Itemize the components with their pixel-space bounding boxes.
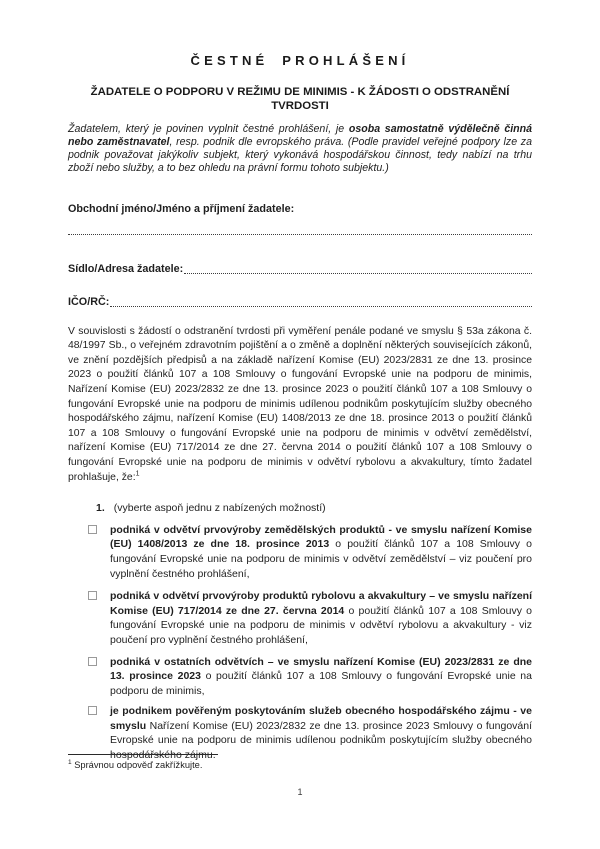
option-other-sectors-text <box>110 655 532 699</box>
intro-text-post: , resp. podnik dle evropského práva. (Podle pravidel veřejné podpory lze za podnik považovat jakýkoliv subjekt, který vykonává hospodářskou činnost, tedy nabízí na trhu zboží nebo služby, a to bez ohledu na právní formu tohoto subjektu.) <box>68 135 532 174</box>
business-name-input-line[interactable] <box>68 234 532 235</box>
business-name-label: Obchodní jméno/Jméno a příjmení žadatele: <box>68 202 295 215</box>
address-label: Sídlo/Adresa žadatele: <box>68 262 184 275</box>
option-other-sectors <box>68 655 532 699</box>
checkbox-other-sectors[interactable] <box>88 657 97 666</box>
document-title: ČESTNÉ PROHLÁŠENÍ <box>190 53 410 68</box>
list-number: 1. <box>96 502 105 515</box>
checkbox-sgei[interactable] <box>88 706 97 715</box>
document-subtitle: ŽADATELE O PODPORU V REŽIMU DE MINIMIS - K ŽÁDOSTI O ODSTRANĚNÍ TVRDOSTI <box>90 86 510 112</box>
list-instruction: (vyberte aspoň jednu z nabízených možností) <box>113 502 326 515</box>
option-sgei-bold: je podnikem pověřeným poskytováním služeb obecného hospodářského zájmu - ve smyslu <box>110 705 532 732</box>
footnote-content: Správnou odpověď zakřížkujte. <box>74 760 203 770</box>
option-fishery <box>68 589 532 647</box>
field-ico-rc <box>68 296 532 309</box>
option-other-sectors-rest: o použití článků 107 a 108 Smlouvy o fungování Evropské unie na podporu de minimis, <box>110 670 532 697</box>
option-fishery-text <box>110 589 532 647</box>
intro-text-bold: osoba samostatně výdělečně činná nebo zaměstnavatel <box>68 123 532 148</box>
option-sgei-rest: Nařízení Komise (EU) 2023/2832 ze dne 13. prosince 2023 Smlouvy o fungování Evropské unie na podporu de minimis udílenou podnikům poskytujícím služby obecného hospodářského zájmu. <box>110 719 532 762</box>
footnote-number: 1 <box>68 758 72 766</box>
ico-rc-label: IČO/RČ: <box>68 295 110 308</box>
intro-text-pre: Žadatelem, který je povinen vyplnit čestné prohlášení, je <box>68 123 349 135</box>
legal-paragraph <box>68 325 532 486</box>
checkbox-agriculture[interactable] <box>88 525 97 534</box>
option-agriculture-text <box>110 523 532 581</box>
footnote-area <box>68 754 532 771</box>
footnote-text <box>68 759 532 771</box>
intro-paragraph <box>68 123 532 175</box>
page-number: 1 <box>297 787 303 797</box>
checkbox-fishery[interactable] <box>88 591 97 600</box>
footnote-divider <box>68 754 218 755</box>
option-agriculture <box>68 523 532 581</box>
option-fishery-rest: o použití článků 107 a 108 Smlouvy o fungování Evropské unie na podporu de minimis v odvětví rybolovu a akvakultury - viz poučení pro vyplnění čestného prohlášení, <box>110 604 532 646</box>
ico-rc-input-line[interactable] <box>110 306 532 307</box>
list-item-1-header <box>68 501 532 516</box>
option-agriculture-bold: podniká v odvětví prvovýroby zemědělských produktů - ve smyslu nařízení Komise (EU) 1408/2013 ze dne 18. prosince 2013 <box>110 523 532 551</box>
footnote-reference: 1 <box>135 470 140 478</box>
legal-text: V souvislosti s žádostí o odstranění tvrdosti při vyměření penále podané ve smyslu § 53a zákona č. 48/1997 Sb., o veřejném zdravotním pojištění a o změně a doplnění některých souvisejících zákonů, ve znění pozdějších předpisů a na základě nařízení Komise (EU) 2023/2831 ze dne 13. prosince 2023 o použití článků 107 a 108 Smlouvy o fungování Evropské unie na podporu de minimis, Nařízení Komise (EU) 2023/2832 ze dne 13. prosince 2023 o použití článků 107 a 108 Smlouvy o fungování Evropské unie na podporu de minimis udílenou podnikům poskytujícím služby obecného hospodářského zájmu, nařízení Komise (EU) 1408/2013 ze dne 18. prosince 2013 o použití článků 107 a 108 Smlouvy o fungování Evropské unie na podporu de minimis v odvětví zemědělství, nařízení Komise (EU) 717/2014 ze dne 27. června 2014 o použití článků 107 a 108 Smlouvy o fungování Evropské unie na podporu de minimis v odvětví rybolovu a akvakultury, tímto žadatel prohlašuje, že: <box>68 325 532 483</box>
field-address <box>68 263 532 276</box>
address-input-line[interactable] <box>184 273 532 274</box>
option-fishery-bold: podniká v odvětví prvovýroby produktů rybolovu a akvakultury – ve smyslu nařízení Komise (EU) 717/2014 ze dne 27. června 2014 <box>110 590 532 617</box>
option-other-sectors-bold: podniká v ostatních odvětvích – ve smyslu nařízení Komise (EU) 2023/2831 ze dne 13. prosince 2023 <box>110 655 532 683</box>
option-agriculture-rest: o použití článků 107 a 108 Smlouvy o fungování Evropské unie na podporu de minimis v odvětví zemědělství – viz poučení pro vyplnění čestného prohlášení, <box>110 538 532 580</box>
